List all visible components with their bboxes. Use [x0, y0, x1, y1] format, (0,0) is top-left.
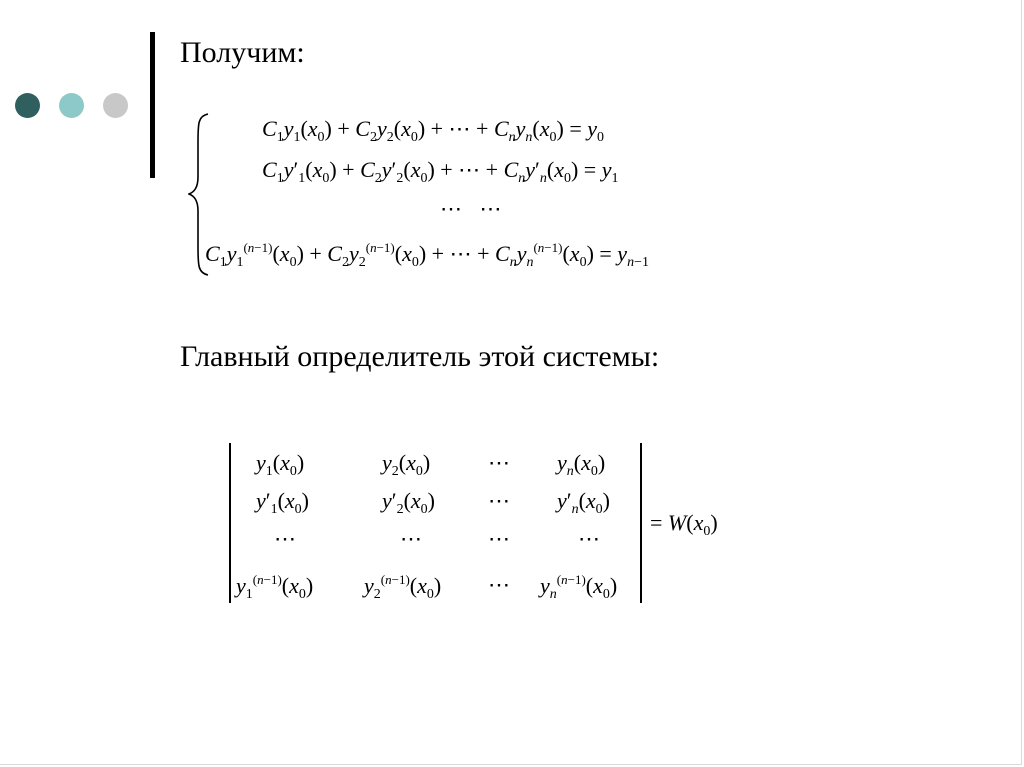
det-cell-1-4: $y_n(x_0)$ [557, 450, 606, 479]
title-accent-bar [150, 32, 155, 178]
slide-title: Получим: [180, 36, 305, 69]
system-equation-1: $C_1y_1(x_0) + C_2y_2(x_0)$ + ⋯ + $C_ny_n(x_0) = y_0$ [262, 116, 605, 145]
system-equation-2: $C_1y'_1(x_0) + C_2y'_2(x_0)$ + ⋯ + $C_ny'_n(x_0) = y_1$ [262, 157, 619, 186]
det-cell-3-1: ⋯ [274, 526, 296, 551]
determinant-right-bar [640, 443, 642, 603]
det-cell-1-3: ⋯ [488, 450, 510, 475]
determinant-heading: Главный определитель этой системы: [180, 340, 660, 373]
determinant-left-bar [229, 443, 231, 603]
det-cell-1-1: $y_1(x_0)$ [256, 450, 305, 479]
wronskian-result: = $W(x_0)$ [650, 510, 718, 539]
decor-dot-gray [103, 93, 128, 118]
decor-dot-teal [59, 93, 84, 118]
det-cell-3-3: ⋯ [488, 526, 510, 551]
det-cell-3-2: ⋯ [400, 526, 422, 551]
det-cell-4-1: $y_1^{(n-1)}(x_0)$ [236, 572, 314, 602]
decor-dot-dark [15, 93, 40, 118]
det-cell-3-4: ⋯ [578, 526, 600, 551]
det-cell-4-2: $y_2^{(n-1)}(x_0)$ [364, 572, 442, 602]
det-cell-2-4: $y'_n(x_0)$ [557, 488, 610, 517]
det-cell-2-3: ⋯ [488, 488, 510, 513]
det-cell-4-3: ⋯ [488, 572, 510, 597]
det-cell-1-2: $y_2(x_0)$ [382, 450, 431, 479]
system-ellipsis-row: ⋯ ⋯ [440, 196, 508, 221]
det-cell-2-1: $y'_1(x_0)$ [256, 488, 309, 517]
det-cell-2-2: $y'_2(x_0)$ [382, 488, 435, 517]
system-equation-n: $C_1y_1^{(n-1)}(x_0) + C_2y_2^{(n-1)}(x_0)$ + ⋯ + $C_ny_n^{(n-1)}(x_0) = y_{n-1}$ [205, 240, 649, 270]
det-cell-4-4: $y_n^{(n-1)}(x_0)$ [540, 572, 618, 602]
